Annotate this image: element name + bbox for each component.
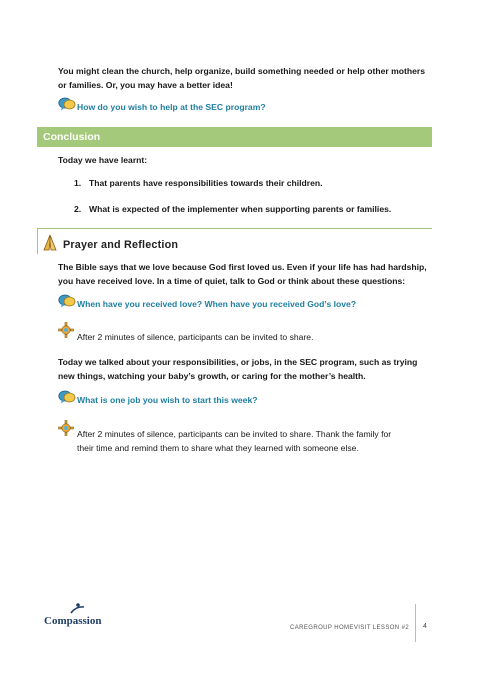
intro-line-2: or families. Or, you may have a better idea! [58, 80, 233, 90]
page-number: 4 [423, 623, 427, 630]
intro-paragraph [58, 64, 448, 92]
prayer-p2-line-1: Today we talked about your responsibilities, or jobs, in the SEC program, such as trying [58, 357, 418, 367]
footer-title: CAREGROUP HOMEVISIT LESSON #2 [290, 625, 410, 631]
sun-gear-icon [58, 322, 74, 343]
prayer-p1-line-2: you have received love. In a time of quiet, talk to God or think about these questions: [58, 276, 406, 286]
silence-note-2 [77, 427, 447, 455]
list-item-number: 2. [74, 204, 82, 214]
list-item-text: What is expected of the implementer when supporting parents or families. [89, 204, 392, 214]
section-side-rule [37, 228, 38, 254]
love-question: When have you received love? When have you received God’s love? [77, 299, 357, 309]
intro-line-1: You might clean the church, help organize, build something needed or help other mothers [58, 66, 426, 76]
sun-gear-icon [58, 420, 74, 441]
figure-icon [68, 603, 86, 615]
help-question: How do you wish to help at the SEC program? [77, 102, 266, 112]
speech-bubbles-icon [58, 390, 76, 409]
list-item [74, 177, 323, 189]
list-item [74, 203, 391, 215]
note-2-line-1: After 2 minutes of silence, participants can be invited to share. Thank the family for [77, 429, 392, 439]
prayer-p1-line-1: The Bible says that we love because God first loved us. Even if your life has had hardship, [58, 262, 427, 272]
prayer-paragraph-1 [58, 260, 448, 288]
speech-bubbles-icon [58, 97, 76, 116]
note-2-line-2: their time and remind them to share what they learned with someone else. [77, 443, 359, 453]
job-question: What is one job you wish to start this week? [77, 395, 258, 405]
list-item-text: That parents have responsibilities towards their children. [89, 178, 323, 188]
section-top-rule [37, 228, 432, 229]
footer-divider [415, 604, 416, 642]
list-item-number: 1. [74, 178, 82, 188]
prayer-p2-line-2: new things, watching your baby’s growth, or caring for the mother’s health. [58, 371, 366, 381]
conclusion-lead: Today we have learnt: [58, 155, 148, 165]
conclusion-heading: Conclusion [37, 127, 432, 147]
praying-hands-icon [42, 234, 58, 257]
prayer-heading: Prayer and Reflection [63, 239, 179, 251]
silence-note-1: After 2 minutes of silence, participants can be invited to share. [77, 332, 314, 342]
logo-text: Compassion [44, 615, 102, 627]
speech-bubbles-icon [58, 294, 76, 313]
prayer-paragraph-2 [58, 355, 448, 383]
